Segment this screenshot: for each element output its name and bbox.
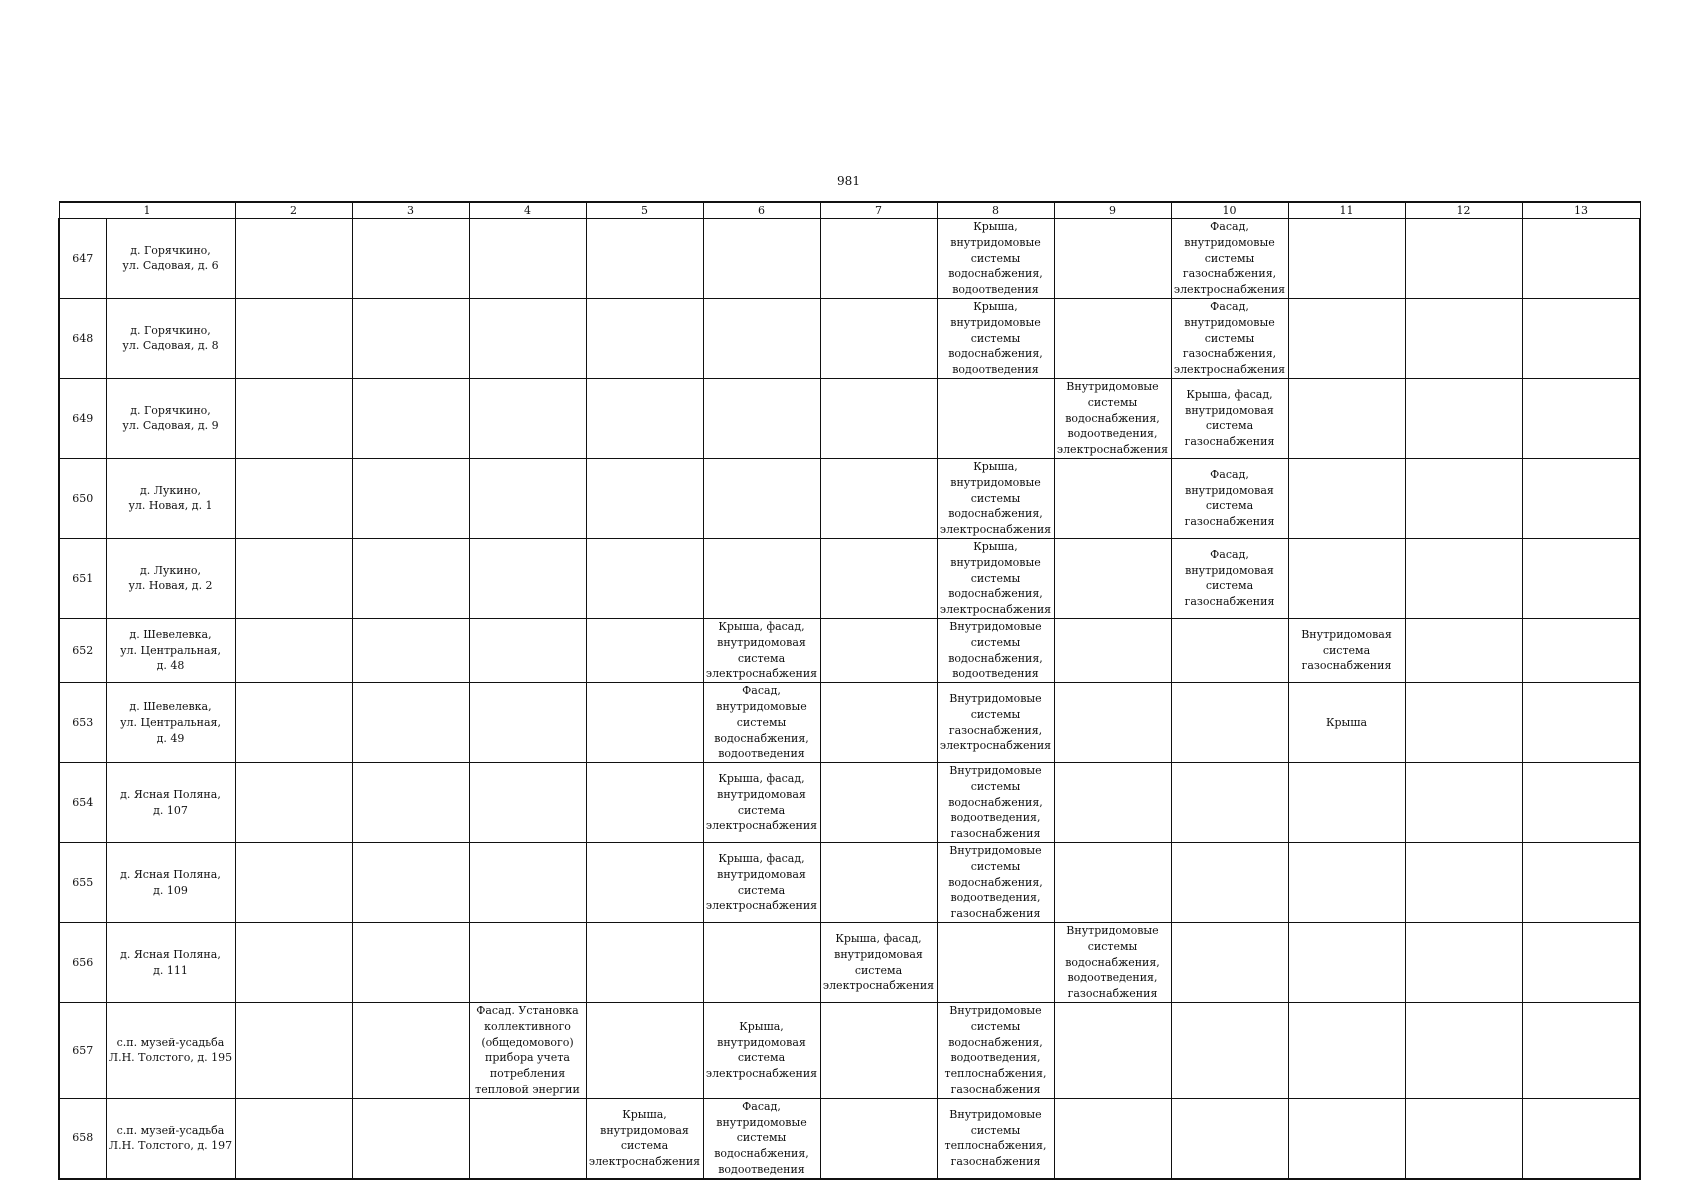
cell-col-11: Внутридомовая система газоснабжения [1288,618,1405,682]
address-cell: д. Ясная Поляна, д. 111 [106,923,235,1003]
cell-col-6 [703,378,820,458]
header-col-13: 13 [1522,202,1640,219]
table-row [59,1003,1640,1099]
table-body [59,219,1640,1179]
cell-col-3 [352,298,469,378]
row-number: 650 [59,458,106,538]
cell-col-13 [1522,219,1640,299]
cell-col-9: Внутридомовые системы водоснабжения, водоотведения, электроснабжения [1054,378,1171,458]
cell-col-11 [1288,378,1405,458]
cell-col-8: Внутридомовые системы газоснабжения, электроснабжения [937,683,1054,763]
address-cell: д. Горячкино, ул. Садовая, д. 8 [106,298,235,378]
cell-col-9: Внутридомовые системы водоснабжения, водоотведения, газоснабжения [1054,923,1171,1003]
cell-col-13 [1522,458,1640,538]
cell-col-3 [352,843,469,923]
cell-col-3 [352,538,469,618]
cell-col-12 [1405,763,1522,843]
cell-col-2 [235,763,352,843]
cell-col-12 [1405,458,1522,538]
cell-col-11 [1288,763,1405,843]
table-row [59,763,1640,843]
cell-col-10: Фасад, внутридомовая система газоснабжения [1171,538,1288,618]
cell-col-8: Внутридомовые системы водоснабжения, водоотведения, газоснабжения [937,763,1054,843]
cell-col-7 [820,458,937,538]
address-cell: с.п. музей-усадьба Л.Н. Толстого, д. 197 [106,1098,235,1178]
cell-col-13 [1522,538,1640,618]
table-row [59,1098,1640,1178]
header-col-3: 3 [352,202,469,219]
cell-col-5 [586,1003,703,1099]
cell-col-10 [1171,763,1288,843]
row-number: 649 [59,378,106,458]
cell-col-5 [586,298,703,378]
cell-col-5 [586,458,703,538]
cell-col-13 [1522,763,1640,843]
cell-col-2 [235,1098,352,1178]
cell-col-2 [235,458,352,538]
cell-col-9 [1054,1003,1171,1099]
header-col-5: 5 [586,202,703,219]
cell-col-12 [1405,1003,1522,1099]
cell-col-11: Крыша [1288,683,1405,763]
cell-col-8: Внутридомовые системы водоснабжения, водоотведения, теплоснабжения, газоснабжения [937,1003,1054,1099]
cell-col-5 [586,843,703,923]
cell-col-5 [586,923,703,1003]
table-row [59,843,1640,923]
cell-col-6: Крыша, фасад, внутридомовая система электроснабжения [703,843,820,923]
cell-col-7 [820,538,937,618]
address-cell: д. Горячкино, ул. Садовая, д. 9 [106,378,235,458]
cell-col-11 [1288,923,1405,1003]
header-col-9: 9 [1054,202,1171,219]
cell-col-12 [1405,538,1522,618]
cell-col-7 [820,298,937,378]
row-number: 655 [59,843,106,923]
table-row [59,618,1640,682]
cell-col-10 [1171,1098,1288,1178]
cell-col-2 [235,378,352,458]
cell-col-8: Внутридомовые системы теплоснабжения, газоснабжения [937,1098,1054,1178]
cell-col-9 [1054,298,1171,378]
cell-col-13 [1522,298,1640,378]
cell-col-8: Крыша, внутридомовые системы водоснабжения, водоотведения [937,298,1054,378]
cell-col-5 [586,538,703,618]
address-cell: д. Шевелевка, ул. Центральная, д. 48 [106,618,235,682]
table-row [59,378,1640,458]
row-number: 658 [59,1098,106,1178]
cell-col-9 [1054,538,1171,618]
cell-col-11 [1288,843,1405,923]
table-row [59,219,1640,299]
cell-col-3 [352,763,469,843]
cell-col-7 [820,683,937,763]
header-col-10: 10 [1171,202,1288,219]
row-number: 647 [59,219,106,299]
cell-col-6 [703,298,820,378]
cell-col-12 [1405,923,1522,1003]
header-col-7: 7 [820,202,937,219]
table-row [59,923,1640,1003]
cell-col-8: Крыша, внутридомовые системы водоснабжения, водоотведения [937,219,1054,299]
cell-col-3 [352,1098,469,1178]
cell-col-10 [1171,1003,1288,1099]
cell-col-2 [235,298,352,378]
page-number: 981 [837,174,860,188]
cell-col-11 [1288,219,1405,299]
cell-col-13 [1522,1098,1640,1178]
cell-col-4 [469,538,586,618]
address-cell: д. Лукино, ул. Новая, д. 1 [106,458,235,538]
cell-col-6: Фасад, внутридомовые системы водоснабжения, водоотведения [703,1098,820,1178]
cell-col-7 [820,1098,937,1178]
cell-col-10: Фасад, внутридомовые системы газоснабжения, электроснабжения [1171,298,1288,378]
cell-col-10: Фасад, внутридомовая система газоснабжения [1171,458,1288,538]
cell-col-6: Фасад, внутридомовые системы водоснабжения, водоотведения [703,683,820,763]
cell-col-5 [586,763,703,843]
cell-col-3 [352,618,469,682]
cell-col-9 [1054,763,1171,843]
cell-col-4 [469,683,586,763]
cell-col-11 [1288,1098,1405,1178]
cell-col-10 [1171,683,1288,763]
header-col-4: 4 [469,202,586,219]
cell-col-4 [469,378,586,458]
cell-col-12 [1405,1098,1522,1178]
address-cell: д. Лукино, ул. Новая, д. 2 [106,538,235,618]
cell-col-4 [469,458,586,538]
cell-col-13 [1522,923,1640,1003]
cell-col-10: Крыша, фасад, внутридомовая система газоснабжения [1171,378,1288,458]
row-number: 652 [59,618,106,682]
cell-col-10 [1171,843,1288,923]
cell-col-3 [352,1003,469,1099]
cell-col-4: Фасад. Установка коллективного (общедомового) прибора учета потребления тепловой энергии [469,1003,586,1099]
cell-col-4 [469,843,586,923]
cell-col-5: Крыша, внутридомовая система электроснабжения [586,1098,703,1178]
cell-col-8 [937,378,1054,458]
cell-col-6 [703,538,820,618]
cell-col-4 [469,298,586,378]
column-number-header [59,202,1640,219]
cell-col-12 [1405,843,1522,923]
cell-col-12 [1405,618,1522,682]
cell-col-2 [235,683,352,763]
header-col-2: 2 [235,202,352,219]
header-col-6: 6 [703,202,820,219]
cell-col-13 [1522,843,1640,923]
cell-col-8 [937,923,1054,1003]
header-col-12: 12 [1405,202,1522,219]
cell-col-12 [1405,219,1522,299]
cell-col-7 [820,219,937,299]
cell-col-6 [703,219,820,299]
row-number: 653 [59,683,106,763]
row-number: 648 [59,298,106,378]
cell-col-7 [820,763,937,843]
cell-col-10: Фасад, внутридомовые системы газоснабжения, электроснабжения [1171,219,1288,299]
cell-col-11 [1288,538,1405,618]
cell-col-7 [820,618,937,682]
cell-col-7 [820,843,937,923]
cell-col-5 [586,683,703,763]
cell-col-7: Крыша, фасад, внутридомовая система электроснабжения [820,923,937,1003]
cell-col-3 [352,378,469,458]
cell-col-8: Внутридомовые системы водоснабжения, водоотведения, газоснабжения [937,843,1054,923]
cell-col-3 [352,923,469,1003]
cell-col-2 [235,923,352,1003]
cell-col-2 [235,219,352,299]
cell-col-9 [1054,618,1171,682]
cell-col-2 [235,1003,352,1099]
row-number: 656 [59,923,106,1003]
cell-col-9 [1054,1098,1171,1178]
address-cell: д. Горячкино, ул. Садовая, д. 6 [106,219,235,299]
row-number: 654 [59,763,106,843]
cell-col-6 [703,458,820,538]
cell-col-4 [469,618,586,682]
cell-col-7 [820,1003,937,1099]
cell-col-2 [235,538,352,618]
cell-col-6: Крыша, фасад, внутридомовая система электроснабжения [703,618,820,682]
row-number: 651 [59,538,106,618]
cell-col-12 [1405,378,1522,458]
cell-col-8: Крыша, внутридомовые системы водоснабжения, электроснабжения [937,538,1054,618]
cell-col-9 [1054,843,1171,923]
cell-col-11 [1288,1003,1405,1099]
address-cell: с.п. музей-усадьба Л.Н. Толстого, д. 195 [106,1003,235,1099]
cell-col-6: Крыша, фасад, внутридомовая система электроснабжения [703,763,820,843]
cell-col-13 [1522,1003,1640,1099]
cell-col-5 [586,219,703,299]
cell-col-3 [352,458,469,538]
address-cell: д. Ясная Поляна, д. 107 [106,763,235,843]
cell-col-4 [469,1098,586,1178]
cell-col-8: Крыша, внутридомовые системы водоснабжения, электроснабжения [937,458,1054,538]
cell-col-9 [1054,683,1171,763]
cell-col-12 [1405,298,1522,378]
cell-col-7 [820,378,937,458]
header-col-1: 1 [59,202,235,219]
cell-col-2 [235,843,352,923]
cell-col-5 [586,618,703,682]
cell-col-11 [1288,458,1405,538]
cell-col-8: Внутридомовые системы водоснабжения, водоотведения [937,618,1054,682]
cell-col-6: Крыша, внутридомовая система электроснабжения [703,1003,820,1099]
cell-col-13 [1522,618,1640,682]
row-number: 657 [59,1003,106,1099]
cell-col-12 [1405,683,1522,763]
cell-col-2 [235,618,352,682]
cell-col-9 [1054,458,1171,538]
cell-col-10 [1171,618,1288,682]
header-col-11: 11 [1288,202,1405,219]
cell-col-13 [1522,378,1640,458]
cell-col-4 [469,923,586,1003]
cell-col-11 [1288,298,1405,378]
repair-schedule-table [58,201,1641,1180]
cell-col-6 [703,923,820,1003]
address-cell: д. Ясная Поляна, д. 109 [106,843,235,923]
table-row [59,538,1640,618]
cell-col-5 [586,378,703,458]
cell-col-3 [352,683,469,763]
table-row [59,298,1640,378]
cell-col-3 [352,219,469,299]
cell-col-10 [1171,923,1288,1003]
table-row [59,683,1640,763]
table-row [59,458,1640,538]
cell-col-13 [1522,683,1640,763]
cell-col-4 [469,219,586,299]
cell-col-9 [1054,219,1171,299]
header-col-8: 8 [937,202,1054,219]
address-cell: д. Шевелевка, ул. Центральная, д. 49 [106,683,235,763]
cell-col-4 [469,763,586,843]
